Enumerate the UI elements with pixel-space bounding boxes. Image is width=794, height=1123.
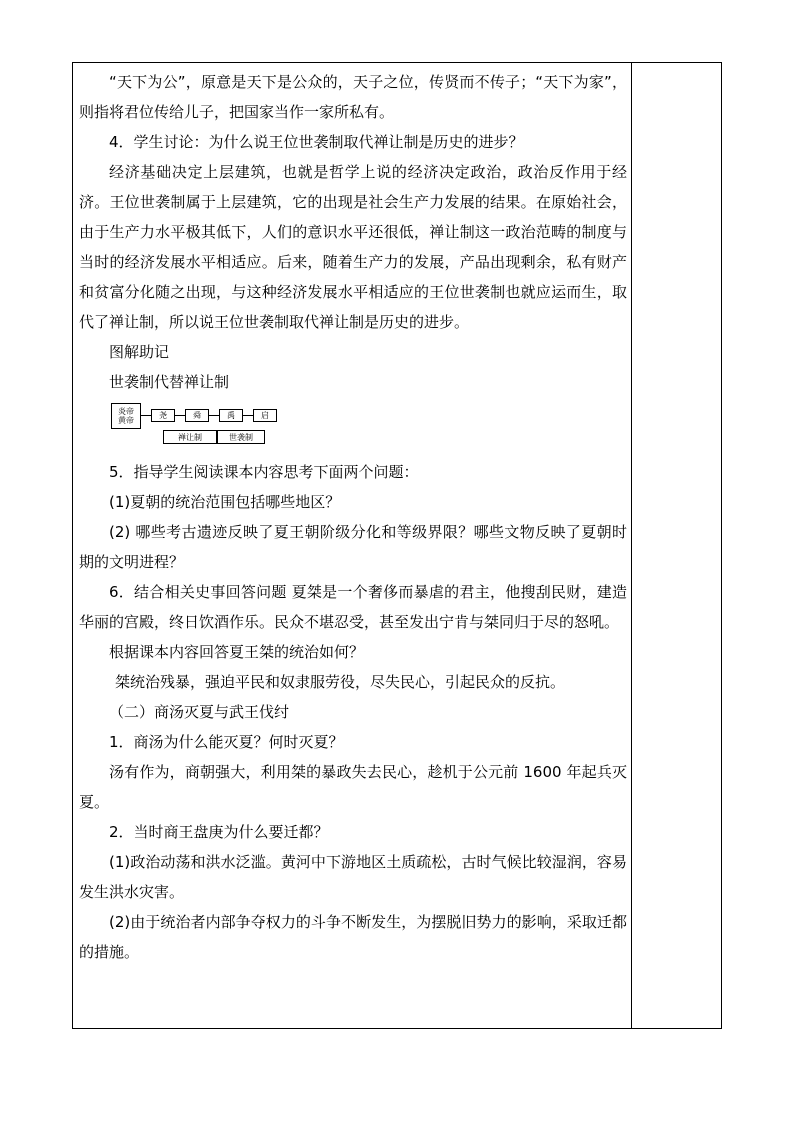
diagram-label-huangdi: 黄帝: [118, 416, 134, 425]
diagram-box-shun: [185, 409, 209, 422]
question-s1: 1．商汤为什么能灭夏？何时灭夏？: [109, 733, 344, 751]
paragraph-tianxia: “天下为公”，原意是天下是公众的，天子之位，传贤而不传子；“天下为家”，则指将君位传给儿子，把国家当作一家所私有。: [79, 73, 627, 121]
answer-4: 经济基础决定上层建筑，也就是哲学上说的经济决定政治，政治反作用于经济。王位世袭制属于上层建筑，它的出现是社会生产力发展的结果。在原始社会，由于生产力水平极其低下，人们的意识水平还很低，禅让制这一政治范畴的制度与当时的经济发展水平相适应。后来，随着生产力的发展，产品出现剩余，私有财产和贫富分化随之出现，与这种经济发展水平相适应的王位世袭制也就应运而生，取代了禅让制，所以说王位世袭制取代禅让制是历史的进步。: [79, 163, 627, 331]
diagram-label-shun: 舜: [193, 411, 201, 420]
diagram-connector: [243, 415, 253, 416]
question-s2: 2．当时商王盘庚为什么要迁都？: [109, 823, 329, 841]
answer-s2-1: (1)政治动荡和洪水泛滥。黄河中下游地区土质疏松，古时气候比较湿润，容易发生洪水灾害。: [79, 853, 627, 901]
answer-s1: 汤有作为，商朝强大，利用桀的暴政失去民心，趁机于公元前 1600 年起兵灭夏。: [79, 763, 627, 811]
column-divider: [631, 63, 632, 1028]
succession-diagram: [111, 401, 269, 453]
diagram-label-yu: 禹: [227, 411, 235, 420]
question-4: 4．学生讨论：为什么说王位世袭制取代禅让制是历史的进步？: [109, 133, 524, 151]
diagram-box-shixi: [217, 430, 265, 444]
diagram-box-yandi-huangdi: [111, 403, 141, 429]
answer-s2-2: (2)由于统治者内部争夺权力的斗争不断发生，为摆脱旧势力的影响，采取迁都的措施。: [79, 913, 627, 961]
question-6: 6．结合相关史事回答问题 夏桀是一个奢侈而暴虐的君主，他搜刮民财，建造华丽的宫殿，终日饮酒作乐。民众不堪忍受，甚至发出宁肯与桀同归于尽的怒吼。: [79, 583, 627, 631]
section-heading-shang: （二）商汤灭夏与武王伐纣: [109, 703, 290, 721]
question-6-prompt: 根据课本内容回答夏王桀的统治如何？: [109, 643, 365, 661]
diagram-connector: [175, 415, 185, 416]
diagram-title: 世袭制代替禅让制: [109, 373, 230, 391]
diagram-connector: [141, 415, 151, 416]
diagram-label-shixi: 世袭制: [229, 433, 253, 442]
answer-6: 桀统治残暴，强迫平民和奴隶服劳役，尽失民心，引起民众的反抗。: [115, 673, 566, 691]
diagram-box-shanrang: [163, 430, 217, 444]
lesson-table: [72, 62, 722, 1029]
question-5-2: (2) 哪些考古遗迹反映了夏王朝阶级分化和等级界限？哪些文物反映了夏朝时期的文明进程？: [79, 523, 627, 571]
diagram-heading: 图解助记: [109, 343, 170, 361]
diagram-box-yao: [151, 409, 175, 422]
question-5-1: (1)夏朝的统治范围包括哪些地区？: [109, 493, 341, 511]
diagram-label-shanrang: 禅让制: [178, 433, 202, 442]
diagram-box-yu: [219, 409, 243, 422]
diagram-label-yandi: 炎帝: [118, 407, 134, 416]
question-5: 5．指导学生阅读课本内容思考下面两个问题：: [109, 463, 419, 481]
diagram-label-qi: 启: [261, 411, 269, 420]
diagram-connector: [209, 415, 219, 416]
content-cell: [79, 67, 627, 967]
diagram-label-yao: 尧: [159, 411, 167, 420]
diagram-box-qi: [253, 409, 277, 422]
